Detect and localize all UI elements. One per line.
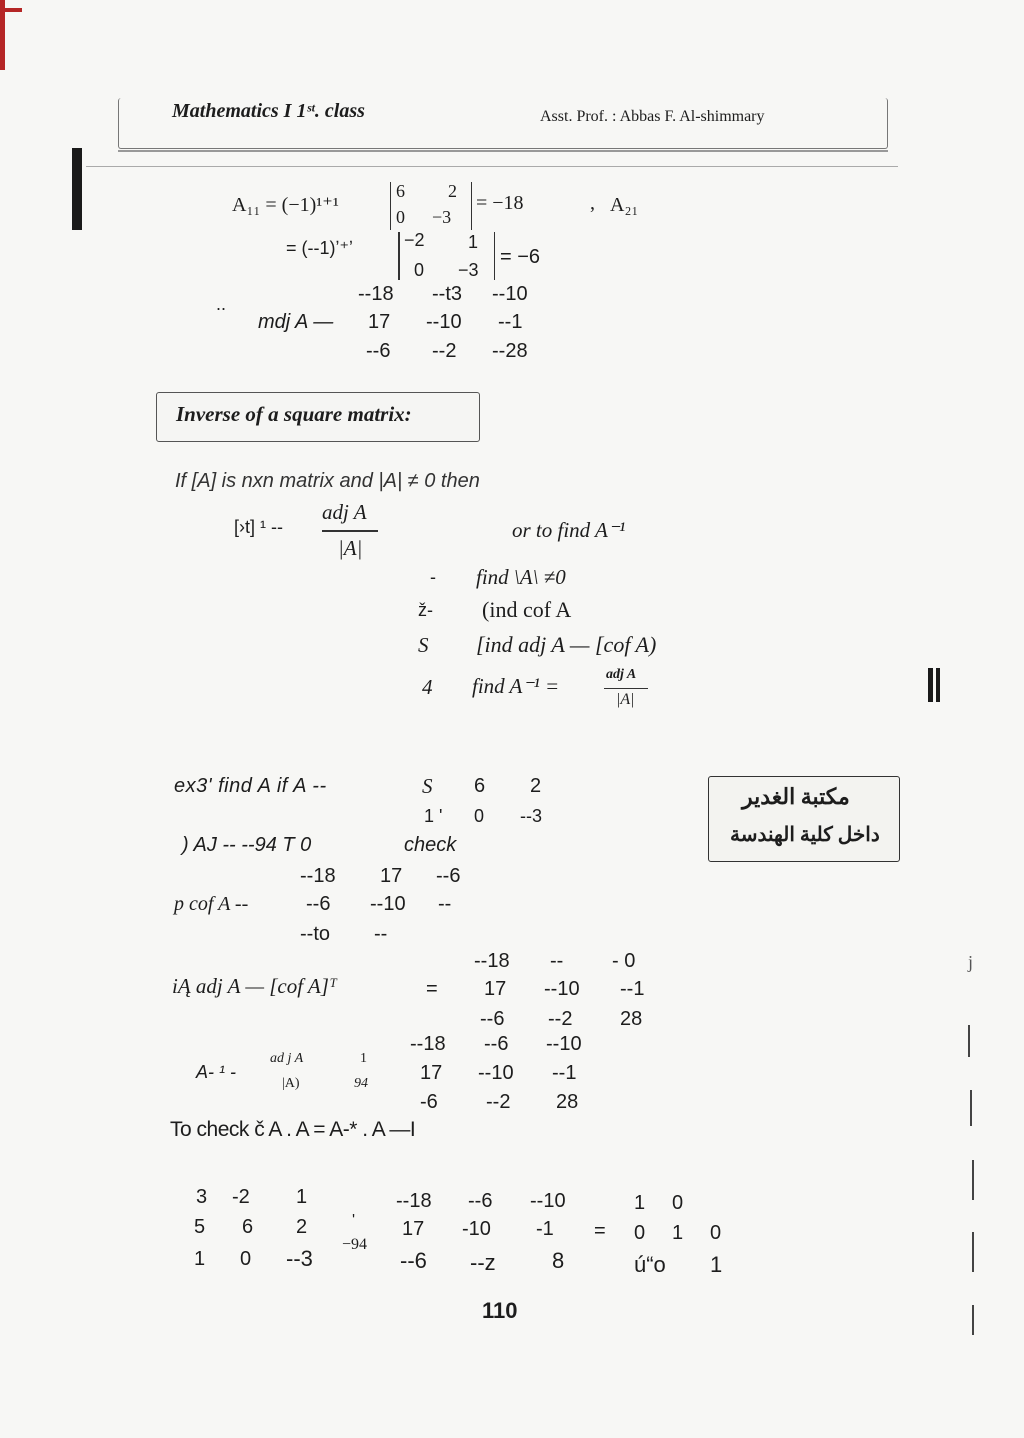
page-number: 110 [482,1298,518,1323]
adj-r3c1: --6 [480,1008,505,1030]
check-left-r2c3: 2 [296,1216,308,1238]
cof-r2c3: -- [438,893,452,915]
step-4-num: 4 [422,675,433,699]
check-mid-r3c2: --z [470,1250,496,1275]
example-m-r1c1: S [422,774,433,798]
step-3-num: S [418,633,429,657]
header-left-title: Mathematics I 1ˢᵗ. class [172,100,365,122]
check-mid-r2c2: -10 [462,1218,491,1240]
inverse-frac-num: ad j A [270,1051,304,1066]
inv-r2c1: 17 [420,1062,443,1084]
definition-or-text: or to find A⁻¹ [512,518,626,542]
check-right-r1c1: 1 [634,1192,646,1214]
stamp-line-2: داخل كلية الهندسة [730,824,880,846]
mdj-r1c2: --t3 [432,283,462,305]
check-right-r2c3: 0 [710,1222,722,1244]
check-left-r1c2: -2 [232,1186,250,1208]
inverse-label: A- ¹ - [196,1062,236,1082]
check-mid-r3c1: --6 [400,1248,427,1273]
example-m-r2c3: --3 [520,806,542,826]
right-margin-tick [970,1090,972,1126]
cof-r1c1: --18 [300,865,336,887]
inverse-94: 94 [354,1076,368,1091]
check-right-r3c1: ú“o [634,1252,666,1277]
right-margin-tick [972,1232,974,1272]
cof-r1c3: --6 [436,865,461,887]
adj-r1c1: --18 [474,950,510,972]
cof-r2c2: --10 [370,893,406,915]
mdj-r3c3: --28 [492,340,528,362]
inv-r2c2: --10 [478,1062,514,1084]
example-determinant: ) AJ -- --94 T 0 [182,834,312,856]
left-edge-bar [72,148,82,230]
check-factor: −94 [342,1236,368,1253]
check-right-r3c3: 1 [710,1252,723,1277]
inv-r3c3: 28 [556,1091,579,1113]
adj-r1c3: - 0 [612,950,636,972]
a11-r2c1: 0 [396,207,405,227]
margin-mark: j [968,952,974,972]
a21-separator: , [590,192,595,214]
adj-r3c3: 28 [620,1008,643,1030]
step-1-text: find \A\ ≠0 [476,565,566,589]
right-margin-tick [972,1305,974,1335]
stamp-line-1: مكتبة الغدير [742,784,850,809]
inv-r3c1: -6 [420,1091,438,1113]
cof-r1c2: 17 [380,865,403,887]
a21-r2c2: −3 [458,260,479,280]
section-title: Inverse of a square matrix: [176,402,412,426]
header-rule-2 [86,166,898,167]
right-edge-bar-2 [936,668,940,702]
inv-r1c3: --10 [546,1033,582,1055]
adj-r1c2: -- [550,950,564,972]
adj-r2c1: 17 [484,978,507,1000]
inverse-frac-den: |A) [282,1076,300,1091]
example-m-r2c1: 1 ' [424,806,443,826]
example-m-r2c2: 0 [474,806,485,826]
a11-r2c2: −3 [432,207,452,227]
a21-r1c1: −2 [404,230,425,250]
a21-r1c2: 1 [468,232,479,252]
definition-lhs: [›t] ¹ -- [234,517,283,537]
check-right-r1c2: 0 [672,1192,684,1214]
mdj-r1c1: --18 [358,283,394,305]
mdj-r2c2: --10 [426,311,462,333]
mdj-dots: .. [216,294,227,314]
example-check: check [404,834,457,856]
check-left-r3c2: 0 [240,1248,252,1270]
mdj-r2c1: 17 [368,311,391,333]
cof-r2c1: --6 [306,893,331,915]
right-margin-tick [972,1160,974,1200]
check-left-r1c3: 1 [296,1186,308,1208]
cof-label: p cof A -- [174,893,249,915]
check-right-r2c1: 0 [634,1222,646,1244]
red-corner-mark-top [0,8,22,12]
a11-lhs: A₁₁ = (−1)¹⁺¹ [232,194,339,216]
step-3-text: [ind adj A — [cof A) [476,632,657,657]
adj-equals: = [426,978,438,1000]
check-mid-r1c3: --10 [530,1190,566,1212]
a21-r2c1: 0 [414,260,425,280]
definition-statement: If [A] is nxn matrix and |A| ≠ 0 then [175,470,480,492]
check-mid-r2c1: 17 [402,1218,425,1240]
check-left-r2c1: 5 [194,1216,206,1238]
check-mid-r3c3: 8 [552,1248,565,1273]
inv-r2c3: --1 [552,1062,577,1084]
inverse-one: 1 [360,1051,367,1066]
step-4-denominator: |A| [616,691,635,708]
definition-fraction-bar [322,530,378,532]
definition-numerator: adj A [322,500,367,524]
mdj-r2c3: --1 [498,311,523,333]
inv-r1c2: --6 [484,1033,509,1055]
inv-r3c2: --2 [486,1091,511,1113]
a21-lhs: = (--1)ʼ⁺ʼ [286,238,353,258]
check-right-r2c2: 1 [672,1222,684,1244]
step-4-text: find A⁻¹ = [472,674,560,698]
right-edge-bar [928,668,933,702]
check-left-r1c1: 3 [196,1186,208,1208]
step-1-num: - [430,567,436,587]
check-left-r3c3: --3 [286,1246,313,1271]
header-rule [118,150,888,152]
adj-label: iĄ adj A — [cof A]ᵀ [172,974,338,998]
right-margin-tick [968,1025,970,1057]
cof-r3c1: --to [300,923,330,945]
example-m-r1c2: 6 [474,775,486,797]
a11-r1c2: 2 [448,181,457,201]
header-right-title: Asst. Prof. : Abbas F. Al-shimmary [540,108,765,125]
mdj-label: mdj A — [258,311,334,333]
definition-denominator: |A| [338,536,363,560]
a11-result: = −18 [476,192,524,214]
step-2-text: (ind cof A [482,597,572,622]
adj-r3c2: --2 [548,1008,573,1030]
inv-r1c1: --18 [410,1033,446,1055]
example-prompt: ex3' find A if A -- [174,775,327,797]
step-4-fraction-bar [604,688,648,689]
step-2-num: ž- [418,600,433,620]
cof-r3c2: -- [374,923,388,945]
adj-r2c2: --10 [544,978,580,1000]
mdj-r3c2: --2 [432,340,457,362]
check-factor-tick: ' [352,1212,356,1229]
example-m-r1c3: 2 [530,775,542,797]
a11-r1c1: 6 [396,181,405,201]
mdj-r3c1: --6 [366,340,391,362]
check-left-r2c2: 6 [242,1216,254,1238]
to-check-line: To check č A . A = A-* . A —I [170,1118,416,1141]
check-mid-r2c3: -1 [536,1218,554,1240]
step-4-numerator: adj A [606,667,637,682]
check-equals: = [594,1220,606,1242]
a21-result: = −6 [500,246,541,268]
a21-label: A₂₁ [610,194,639,216]
check-mid-r1c2: --6 [468,1190,493,1212]
adj-r2c3: --1 [620,978,645,1000]
check-left-r3c1: 1 [194,1248,206,1270]
mdj-r1c3: --10 [492,283,528,305]
check-mid-r1c1: --18 [396,1190,432,1212]
